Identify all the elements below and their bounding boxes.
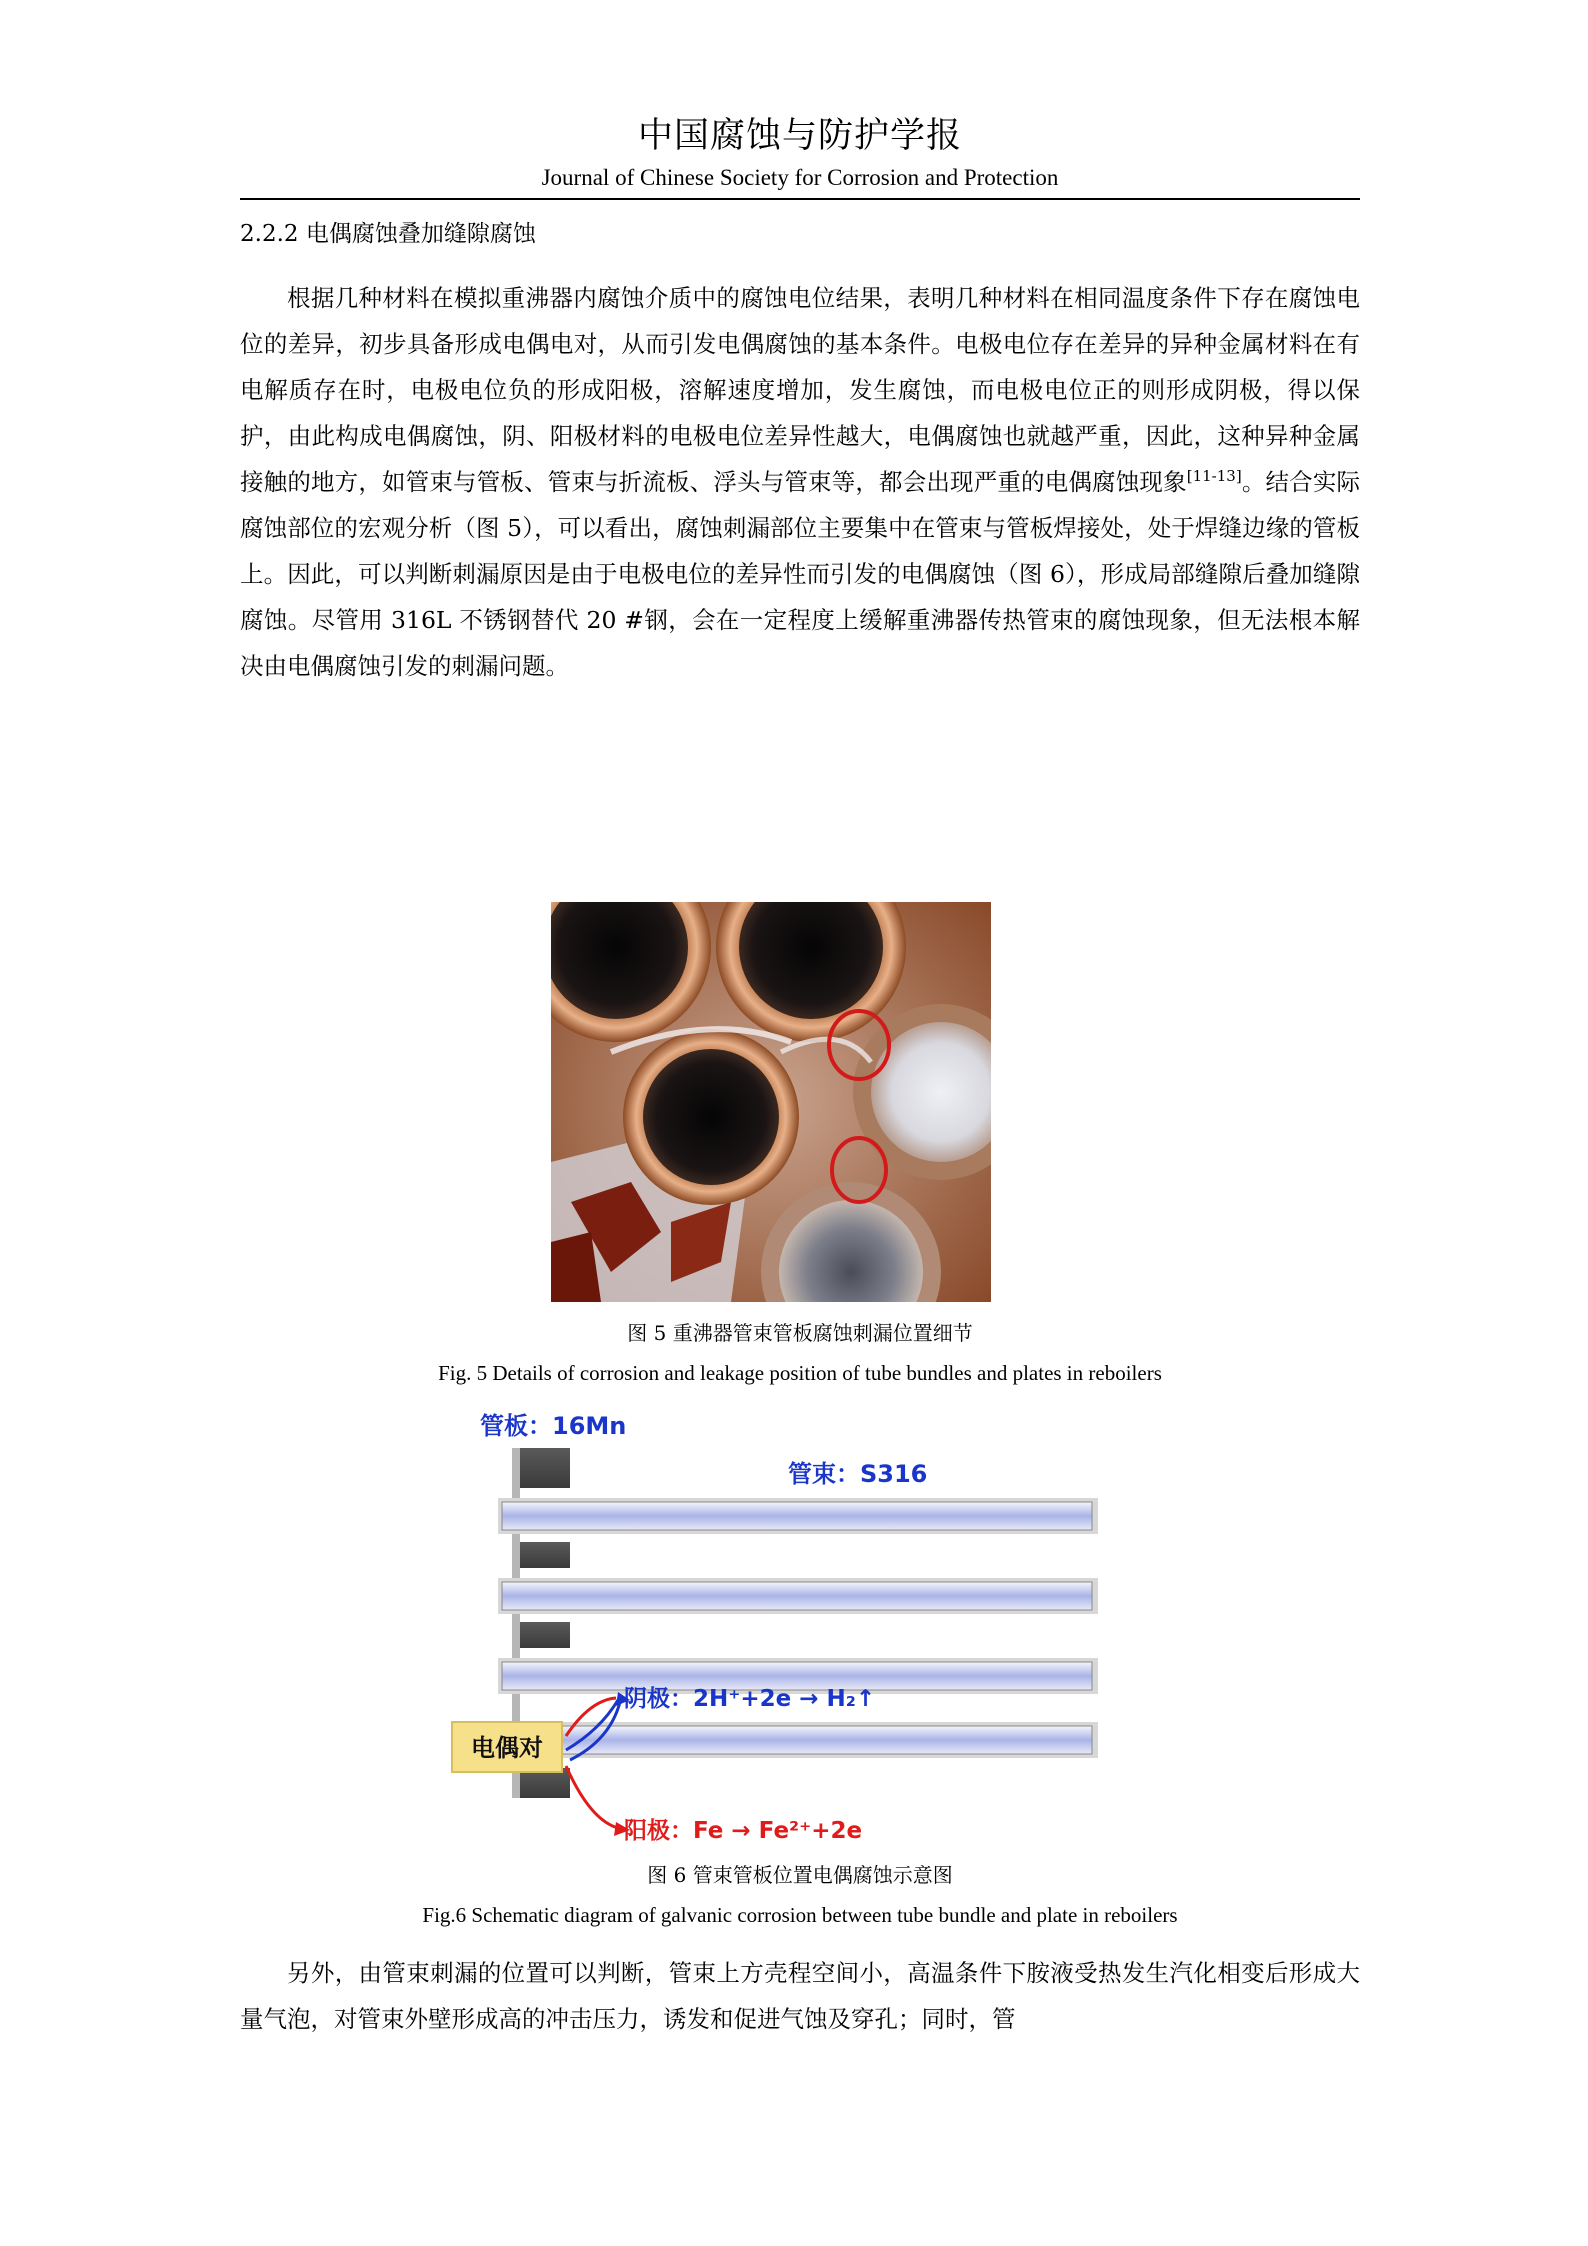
journal-header [240,112,1360,194]
paragraph-1-text-b: 。结合实际腐蚀部位的宏观分析（图 5），可以看出，腐蚀刺漏部位主要集中在管束与管板焊接处，处于焊缝边缘的管板上。因此，可以判断刺漏原因是由于电极电位的差异性而引发的电偶腐蚀（图 6），形成局部缝隙后叠加缝隙腐蚀。尽管用 316L 不锈钢替代 20 #钢，会在一定程度上缓解重沸器传热管束的腐蚀现象，但无法根本解决由电偶腐蚀引发的刺漏问题。 [240,468,1361,680]
tube-material-label: 管束：S316 [788,1460,928,1488]
tube [498,1498,1098,1534]
figure-5-caption-cn: 图 5 重沸器管束管板腐蚀刺漏位置细节 [627,1321,973,1345]
galvanic-couple-label: 电偶对 [471,1734,543,1762]
paragraph-1-text-a: 根据几种材料在模拟重沸器内腐蚀介质中的腐蚀电位结果，表明几种材料在相同温度条件下存在腐蚀电位的差异，初步具备形成电偶电对，从而引发电偶腐蚀的基本条件。电极电位存在差异的异种金属材料在有电解质存在时，电极电位负的形成阳极，溶解速度增加，发生腐蚀，而电极电位正的则形成阴极，得以保护，由此构成电偶腐蚀，阴、阳极材料的电极电位差异性越大，电偶腐蚀也就越严重，因此，这种异种金属接触的地方，如管束与管板、管束与折流板、浮头与管束等，都会出现严重的电偶腐蚀现象 [240,284,1360,496]
cathode-reaction-label: 阴极：2H⁺+2e → H₂↑ [624,1686,876,1712]
plate-material-label: 管板：16Mn [480,1412,627,1440]
header-rule [240,198,1360,200]
figure-5-caption-en: Fig. 5 Details of corrosion and leakage position of tube bundles and plates in reboilers [438,1361,1162,1385]
journal-title-en: Journal of Chinese Society for Corrosion and Protection [541,165,1059,190]
figure-6-diagram [440,1400,1120,1860]
body-paragraph-1 [240,275,1360,689]
citation-ref: [11-13] [1186,467,1242,486]
body-paragraph-2: 另外，由管束刺漏的位置可以判断，管束上方壳程空间小，高温条件下胺液受热发生汽化相变后形成大量气泡，对管束外壁形成高的冲击压力，诱发和促进气蚀及穿孔；同时，管 [240,1959,1360,2033]
figure-6-caption-en: Fig.6 Schematic diagram of galvanic corrosion between tube bundle and plate in reboilers [422,1903,1178,1927]
figure-6-caption-cn: 图 6 管束管板位置电偶腐蚀示意图 [647,1863,953,1887]
anode-reaction-label: 阳极：Fe → Fe²⁺+2e [624,1818,863,1844]
tube-sheet-block [520,1542,570,1568]
journal-title-cn: 中国腐蚀与防护学报 [637,116,962,156]
tube-sheet-block [520,1448,570,1488]
tube [498,1578,1098,1614]
section-title: 2.2.2 电偶腐蚀叠加缝隙腐蚀 [240,221,536,247]
figure-5-photo [551,902,991,1302]
tube [498,1722,1098,1758]
tube-sheet-block [520,1622,570,1648]
